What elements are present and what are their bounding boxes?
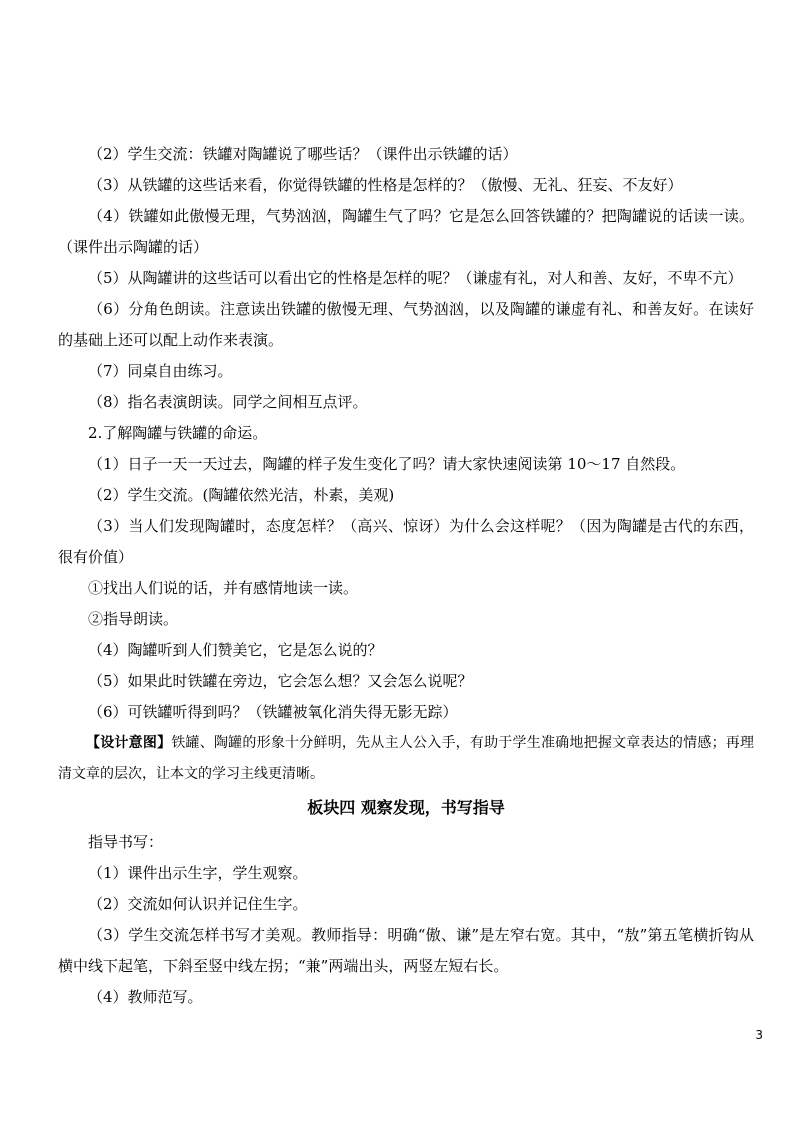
paragraph: （3）学生交流怎样书写才美观。教师指导：明确“傲、谦”是左窄右宽。其中，“敖”第五笔横折钩从横中线下起笔，下斜至竖中线左拐；“兼”两端出头，两竖左短右长。	[58, 926, 754, 975]
paragraph: （6）分角色朗读。注意读出铁罐的傲慢无理、气势汹汹，以及陶罐的谦虚有礼、和善友好。在读好的基础上还可以配上动作来表演。	[58, 300, 754, 349]
paragraph: ①找出人们说的话，并有感情地读一读。	[88, 579, 359, 597]
paragraph: （1）日子一天一天过去，陶罐的样子发生变化了吗？请大家快速阅读第 10～17 自然段。	[88, 455, 686, 473]
paragraph: （8）指名表演朗读。同学之间相互点评。	[88, 393, 368, 411]
paragraph: （6）可铁罐听得到吗？（铁罐被氧化消失得无影无踪）	[88, 703, 458, 721]
paragraph: （5）从陶罐讲的这些话可以看出它的性格是怎样的呢？（谦虚有礼，对人和善、友好，不卑不亢）	[88, 269, 743, 287]
paragraph: （2）学生交流：铁罐对陶罐说了哪些话？（课件出示铁罐的话）	[88, 145, 518, 163]
paragraph: （7）同桌自由练习。	[88, 362, 233, 380]
paragraph: （4）铁罐如此傲慢无理，气势汹汹，陶罐生气了吗？它是怎么回答铁罐的？把陶罐说的话读一读。（课件出示陶罐的话）	[58, 207, 754, 256]
paragraph: （4）教师范写。	[88, 988, 203, 1006]
design-note	[58, 728, 754, 790]
paragraph: （1）课件出示生字，学生观察。	[88, 864, 308, 882]
paragraph: （2）学生交流。(陶罐依然光洁，朴素，美观)	[88, 486, 395, 504]
section-heading: 板块四 观察发现，书写指导	[307, 798, 505, 817]
design-note-label: 【设计意图】	[86, 735, 172, 751]
paragraph: （4）陶罐听到人们赞美它，它是怎么说的？	[88, 641, 383, 659]
paragraph: 指导书写：	[88, 833, 164, 851]
page-number: 3	[755, 1028, 763, 1042]
paragraph: （3）当人们发现陶罐时，态度怎样？（高兴、惊讶）为什么会这样呢？（因为陶罐是古代的东西，很有价值）	[58, 517, 754, 566]
paragraph: （2）交流如何认识并记住生字。	[88, 895, 308, 913]
page-body	[58, 139, 754, 1013]
paragraph: （3）从铁罐的这些话来看，你觉得铁罐的性格是怎样的？（傲慢、无礼、狂妄、不友好）	[88, 176, 683, 194]
subsection-title: 2.了解陶罐与铁罐的命运。	[88, 424, 268, 442]
design-note-text: 铁罐、陶罐的形象十分鲜明，先从主人公入手，有助于学生准确地把握文章表达的情感；再理清文章的层次，让本文的学习主线更清晰。	[58, 735, 755, 782]
paragraph: （5）如果此时铁罐在旁边，它会怎么想？又会怎么说呢？	[88, 672, 473, 690]
paragraph: ②指导朗读。	[88, 610, 179, 628]
